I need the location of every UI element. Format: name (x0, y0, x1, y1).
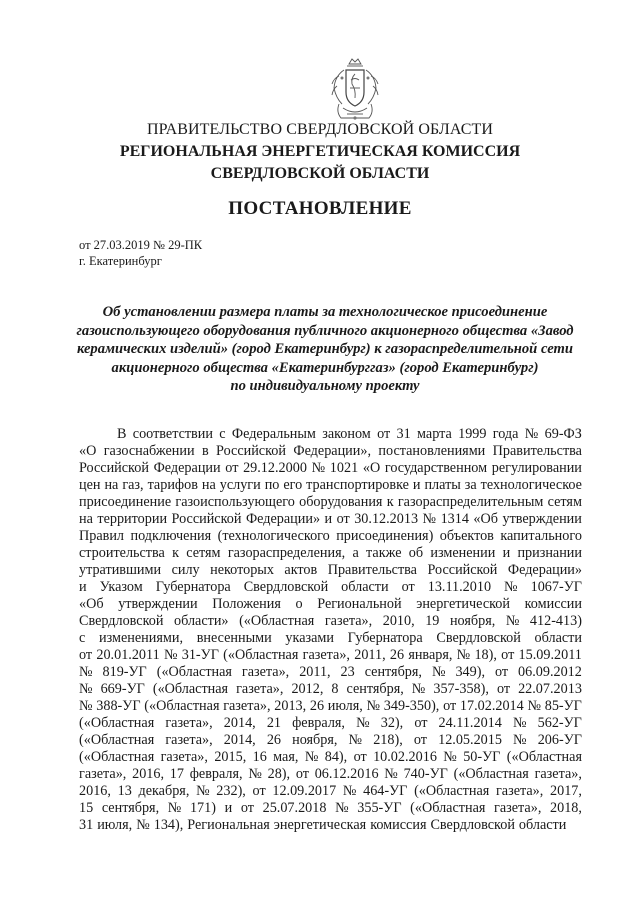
body-word: 2018, (550, 800, 582, 816)
body-word: 31 (396, 426, 411, 442)
body-line (79, 732, 582, 749)
body-word: 17.02.2014 (459, 698, 524, 714)
body-word: тарифов (147, 477, 198, 493)
body-word: от (225, 460, 239, 476)
body-word: 28), (267, 766, 291, 782)
organization-line-1: ПРАВИТЕЛЬСТВО СВЕРДЛОВСКОЙ ОБЛАСТИ (146, 121, 494, 138)
body-line (79, 494, 582, 511)
body-word: его (283, 477, 303, 493)
body-word: от (240, 800, 254, 816)
body-word: мая, (273, 749, 299, 765)
body-word: 2011, (354, 647, 386, 663)
body-word: комиссии (524, 596, 582, 612)
body-word: территории (97, 511, 168, 527)
body-word: («Областная (79, 749, 155, 765)
body-word: («Областная (144, 698, 220, 714)
body-word: 13.11.2010 (427, 579, 492, 595)
body-word: сентября, (364, 664, 422, 680)
body-word: ноября, (292, 732, 338, 748)
body-word: газ, (122, 477, 144, 493)
body-word: Российской (171, 511, 242, 527)
body-word: соответствии (132, 426, 213, 442)
body-word: 12.05.2015 (438, 732, 502, 748)
body-word: Российской (79, 460, 149, 476)
body-word: 23 (340, 664, 355, 680)
body-line (79, 596, 582, 613)
body-word: утверждении (502, 511, 582, 527)
body-word: газета», (534, 766, 582, 782)
coat-of-arms-emblem-icon (327, 56, 383, 124)
body-word: от (79, 647, 93, 663)
body-line (79, 698, 582, 715)
body-word: утратившими (79, 562, 162, 578)
body-word: 24.11.2014 (438, 715, 502, 731)
body-word: № (335, 800, 349, 816)
body-word: от (353, 749, 367, 765)
body-word: 2012, (291, 681, 324, 697)
body-line (79, 817, 582, 834)
body-word: («Областная (239, 613, 315, 629)
body-word: «О (79, 443, 97, 459)
body-word: сентября, (346, 681, 404, 697)
body-word: 1314 (440, 511, 469, 527)
body-word: капитального (500, 528, 582, 544)
body-line (79, 511, 582, 528)
body-word: № (431, 664, 446, 680)
body-word: («Областная (79, 732, 155, 748)
body-word: В (117, 426, 127, 442)
body-line (79, 477, 582, 494)
body-line (79, 443, 582, 460)
body-word: № (384, 766, 398, 782)
body-word: к (386, 494, 394, 510)
body-word: изменении (430, 545, 496, 561)
body-word: а (352, 545, 359, 561)
body-word: энергетической (416, 596, 510, 612)
body-word: 21 (266, 715, 281, 731)
body-word: Федерации (153, 460, 221, 476)
body-word: также (366, 545, 402, 561)
body-word: Губернатора (347, 630, 423, 646)
body-word: об (408, 545, 424, 561)
body-word: (технологического (217, 528, 330, 544)
body-word: на (104, 477, 119, 493)
organization-line-2: РЕГИОНАЛЬНАЯ ЭНЕРГЕТИЧЕСКАЯ КОМИССИЯ (119, 143, 521, 160)
body-word: № (356, 715, 370, 731)
body-word: («Областная (414, 783, 490, 799)
body-word: № (443, 749, 457, 765)
body-word: от (414, 715, 428, 731)
body-word: Свердловской (79, 613, 164, 629)
body-word: 20.01.2011 (96, 647, 160, 663)
body-word: февраля, (189, 766, 243, 782)
body-word: газета», (302, 647, 350, 663)
body-line (79, 579, 582, 596)
body-word: за (464, 477, 477, 493)
body-word: Региональная (187, 817, 270, 833)
body-word: 2013, (274, 698, 307, 714)
body-line (79, 681, 582, 698)
body-word: («Областная (156, 664, 232, 680)
body-word: силу (171, 562, 200, 578)
body-word: внесенными (196, 630, 272, 646)
body-word: 10.02.2016 (373, 749, 437, 765)
subject-line: по индивидуальному проекту (230, 378, 420, 394)
body-word: от (413, 732, 427, 748)
body-line (79, 613, 582, 630)
body-word: от (496, 681, 511, 697)
body-word: от (401, 579, 415, 595)
subject-line: керамических изделий» (город Екатеринбург) к газораспределительной сети (76, 341, 573, 357)
body-word: и (79, 579, 87, 595)
body-word: и (324, 511, 333, 527)
body-word: сентября, (101, 800, 160, 816)
body-word: регулировании (491, 460, 582, 476)
body-word: 134), (153, 817, 184, 833)
document-city: г. Екатеринбург (79, 254, 162, 268)
body-word: Правительства (492, 443, 582, 459)
body-word: № (196, 783, 210, 799)
body-word: комиссия (370, 817, 427, 833)
document-subject (70, 303, 580, 396)
body-word: 2016, (132, 766, 165, 782)
body-word: 17 (169, 766, 184, 782)
body-word: 349), (455, 664, 485, 680)
body-word: технологическое (480, 477, 582, 493)
body-word: актов (284, 562, 318, 578)
body-word: Федерации», (293, 443, 372, 459)
body-word: присоединение (79, 494, 172, 510)
body-word: 25.07.2018 (262, 800, 327, 816)
body-word: Федеральным (231, 426, 316, 442)
body-word: 85-УГ (544, 698, 582, 714)
body-word: 388-УГ (96, 698, 141, 714)
body-word: 26 (309, 698, 325, 714)
body-word: 2011, (299, 664, 331, 680)
body-word: газета», (79, 766, 127, 782)
body-word: 13 (117, 783, 132, 799)
body-word: № (512, 715, 527, 731)
body-line (79, 545, 582, 562)
body-word: 19 (425, 613, 440, 629)
body-line (79, 800, 582, 817)
body-word: газета», (236, 681, 284, 697)
body-word: 8 (331, 681, 339, 697)
body-word: оборудования (299, 494, 383, 510)
body-word: Российской (216, 443, 286, 459)
subject-line: Об установлении размера платы за технологическое присоединение (102, 304, 548, 320)
body-word: Положения (212, 596, 281, 612)
body-word: («Областная (506, 749, 582, 765)
body-word: 69-ФЗ (544, 426, 582, 442)
body-word: газораспределения, (227, 545, 346, 561)
body-word: 50-УГ (463, 749, 501, 765)
body-word: № (79, 681, 93, 697)
body-word: присоединения) (336, 528, 434, 544)
body-word: от (501, 647, 515, 663)
body-word: № (513, 732, 527, 748)
body-word: 357-358), (433, 681, 489, 697)
body-word: № (524, 426, 539, 442)
document-title: ПОСТАНОВЛЕНИЕ (228, 198, 412, 219)
body-word: от (443, 698, 457, 714)
body-word: № (366, 698, 381, 714)
body-word: № (348, 732, 363, 748)
body-word: Губернатора (155, 579, 231, 595)
body-word: Правил (79, 528, 125, 544)
body-word: марта (417, 426, 452, 442)
organization-line-3: СВЕРДЛОВСКОЙ ОБЛАСТИ (210, 165, 430, 182)
body-word: газораспределительным (397, 494, 544, 510)
body-word: 2015, (214, 749, 247, 765)
body-word: о (295, 596, 303, 612)
body-line (79, 766, 582, 783)
body-word: энергетическая (273, 817, 367, 833)
body-word: 464-УГ (363, 783, 408, 799)
body-word: № (304, 749, 319, 765)
body-word: области (534, 630, 582, 646)
body-word: 2017, (550, 783, 582, 799)
body-word: («Областная (223, 647, 299, 663)
body-word: июля, (97, 817, 133, 833)
body-word: («Областная (152, 681, 229, 697)
body-word: Свердловской (243, 579, 329, 595)
body-line (79, 749, 582, 766)
body-line (79, 715, 582, 732)
body-word: 22.07.2013 (518, 681, 582, 697)
body-line (79, 783, 582, 800)
body-line (79, 528, 582, 545)
body-line (79, 664, 582, 681)
body-word: газета», (495, 783, 544, 799)
body-word: с (79, 630, 86, 646)
body-word: некоторых (210, 562, 274, 578)
body-word: 31 (79, 817, 94, 833)
body-word: Региональной (317, 596, 402, 612)
body-word: указами (285, 630, 334, 646)
body-word: 349-350), (383, 698, 440, 714)
body-word: от (377, 426, 391, 442)
body-word: № (422, 511, 437, 527)
body-word: строительства (79, 545, 165, 561)
body-word: («Областная (79, 715, 155, 731)
body-word: государственном (384, 460, 488, 476)
body-word: 15 (79, 800, 94, 816)
body-word: 206-УГ (537, 732, 582, 748)
body-word: цен (79, 477, 101, 493)
body-word: № (311, 460, 326, 476)
body-word: 12.09.2017 (272, 783, 337, 799)
body-word: газета», (160, 749, 208, 765)
body-word: Федерации» (245, 511, 321, 527)
body-word: («Областная (410, 800, 486, 816)
body-word: № (504, 579, 518, 595)
body-word: 669-УГ (100, 681, 145, 697)
body-word: платы (424, 477, 461, 493)
body-word: газета», (241, 664, 290, 680)
body-word: объектов (439, 528, 494, 544)
body-word: декабря, (138, 783, 190, 799)
body-word: «Об (79, 596, 104, 612)
body-word: и (224, 800, 233, 816)
body-word: газета», (494, 800, 542, 816)
body-word: сетям (547, 494, 582, 510)
body-word: 171) (189, 800, 216, 816)
body-word: 15.09.2011 (518, 647, 582, 663)
body-word: 218), (373, 732, 403, 748)
body-word: Указом (99, 579, 143, 595)
body-word: изменениями, (99, 630, 184, 646)
body-word: газета», (165, 732, 213, 748)
body-line (79, 426, 582, 443)
body-word: законом (322, 426, 371, 442)
body-word: газоиспользующего (175, 494, 295, 510)
body-line (79, 647, 582, 664)
body-word: 740-УГ (403, 766, 448, 782)
body-word: 412-413) (529, 613, 582, 629)
body-word: области» (174, 613, 229, 629)
body-word: 26 (266, 732, 281, 748)
body-line (79, 630, 582, 647)
body-word: в (201, 443, 209, 459)
document-date-number: от 27.03.2019 № 29-ПК (79, 238, 203, 252)
body-word: по (264, 477, 280, 493)
body-word: № (136, 817, 150, 833)
body-word: и (412, 477, 421, 493)
body-word: 84), (324, 749, 348, 765)
body-word: 18), (474, 647, 497, 663)
body-word: № (79, 664, 93, 680)
body-word: с (219, 426, 226, 442)
body-word: № (163, 647, 178, 663)
body-word: газета», (324, 613, 373, 629)
body-word: Российской (427, 562, 498, 578)
body-word: 355-УГ (357, 800, 402, 816)
body-word: подключения (130, 528, 212, 544)
body-word: 30.12.2013 (354, 511, 419, 527)
body-paragraph (79, 426, 582, 834)
body-word: № (248, 766, 262, 782)
body-word: 2014, (223, 715, 256, 731)
body-line (79, 562, 582, 579)
body-word: 2014, (223, 732, 256, 748)
body-line (79, 460, 582, 477)
body-word: постановлениями (378, 443, 486, 459)
body-word: газоснабжении (103, 443, 195, 459)
body-word: и (502, 545, 511, 561)
body-word: («Областная (453, 766, 529, 782)
body-word: признании (517, 545, 582, 561)
body-word: № (167, 800, 182, 816)
body-word: газета», (223, 698, 271, 714)
body-word: № (505, 613, 520, 629)
body-word: от (252, 783, 266, 799)
body-word: Свердловской (436, 630, 521, 646)
body-word: 31-УГ (181, 647, 219, 663)
body-word: Свердловской (430, 817, 515, 833)
body-word: сетям (186, 545, 221, 561)
body-word: января, (408, 647, 453, 663)
subject-line: газоиспользующего оборудования публичного акционерного общества «Завод (76, 322, 574, 339)
body-word: от (295, 766, 309, 782)
body-word: 2016, (79, 783, 111, 799)
body-word: на (201, 477, 216, 493)
body-word: № (79, 698, 93, 714)
body-word: 26 (389, 647, 405, 663)
body-word: 232), (216, 783, 246, 799)
body-word: Федерации» (507, 562, 582, 578)
body-word: 2010, (382, 613, 415, 629)
body-word: к (172, 545, 179, 561)
body-word: 1067-УГ (530, 579, 582, 595)
body-word: области (518, 817, 567, 833)
body-word: «О (362, 460, 381, 476)
body-word: 562-УГ (537, 715, 582, 731)
body-word: № (456, 647, 471, 663)
body-word: июля, (327, 698, 363, 714)
body-word: 16 (252, 749, 267, 765)
body-word: «Об (473, 511, 498, 527)
body-word: 32), (380, 715, 404, 731)
body-word: 1021 (329, 460, 359, 476)
body-word: Правительства (327, 562, 417, 578)
body-word: утверждении (118, 596, 198, 612)
body-word: транспортировке (306, 477, 409, 493)
body-word: 29.12.2000 (243, 460, 307, 476)
body-word: февраля, (292, 715, 345, 731)
body-word: № (342, 783, 357, 799)
body-word: 06.12.2016 (314, 766, 379, 782)
body-word: 819-УГ (102, 664, 147, 680)
body-word: газета», (165, 715, 213, 731)
body-word: года (492, 426, 519, 442)
body-word: от (336, 511, 350, 527)
body-word: 06.09.2012 (518, 664, 582, 680)
body-word: № (411, 681, 426, 697)
body-word: ноября, (449, 613, 496, 629)
body-word: 1999 (458, 426, 487, 442)
body-word: услуги (219, 477, 261, 493)
subject-line: акционерного общества «Екатеринбурггаз» (город Екатеринбург) (111, 359, 539, 376)
body-word: области (341, 579, 389, 595)
body-word: от (494, 664, 509, 680)
body-word: № (527, 698, 541, 714)
body-word: на (79, 511, 93, 527)
